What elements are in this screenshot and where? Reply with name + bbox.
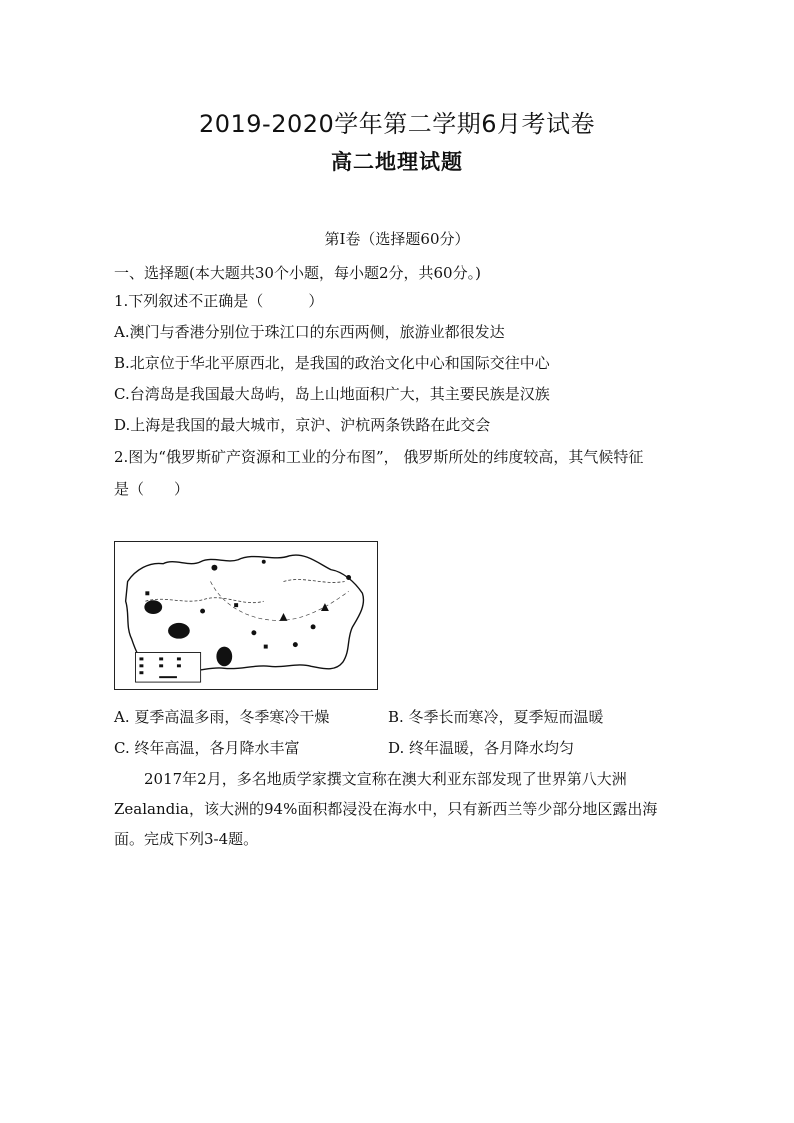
question-2-option-c: C. 终年高温，各月降水丰富 — [114, 739, 300, 757]
passage-line-3: 面。完成下列3-4题。 — [114, 830, 259, 848]
russia-map-icon — [115, 542, 377, 689]
question-2-stem-cont: 是（ ） — [114, 480, 190, 498]
question-1-stem: 1.下列叙述不正确是（ ） — [114, 292, 324, 310]
question-1-option-c: C.台湾岛是我国最大岛屿，岛上山地面积广大，其主要民族是汉族 — [114, 385, 550, 403]
question-1-option-b: B.北京位于华北平原西北，是我国的政治文化中心和国际交往中心 — [114, 354, 550, 372]
passage — [114, 764, 684, 854]
exam-title: 2019-2020学年第二学期6月考试卷 — [198, 110, 596, 138]
question-2-option-b: B. 冬季长而寒冷，夏季短而温暖 — [388, 708, 604, 726]
question-1-option-d: D.上海是我国的最大城市，京沪、沪杭两条铁路在此交会 — [114, 416, 491, 434]
passage-line-2: Zealandia，该大洲的94%面积都浸没在海水中，只有新西兰等少部分地区露出海 — [114, 800, 658, 818]
question-1-option-a: A.澳门与香港分别位于珠江口的东西两侧，旅游业都很发达 — [114, 323, 505, 341]
section-instruction: 一、选择题(本大题共30个小题，每小题2分，共60分。) — [114, 264, 481, 282]
question-2-option-a: A. 夏季高温多雨，冬季寒冷干燥 — [114, 708, 330, 726]
question-2-option-d: D. 终年温暖，各月降水均匀 — [388, 739, 575, 757]
section-heading: 第I卷（选择题60分） — [324, 230, 470, 248]
question-2-stem: 2.图为“俄罗斯矿产资源和工业的分布图”， 俄罗斯所处的纬度较高，其气候特征 — [114, 448, 644, 466]
passage-line-1-text: 2017年2月，多名地质学家撰文宣称在澳大利亚东部发现了世界第八大洲 — [144, 770, 627, 788]
passage-line-1 — [114, 764, 684, 794]
exam-subtitle: 高二地理试题 — [331, 149, 463, 174]
russia-map-figure — [114, 541, 378, 690]
